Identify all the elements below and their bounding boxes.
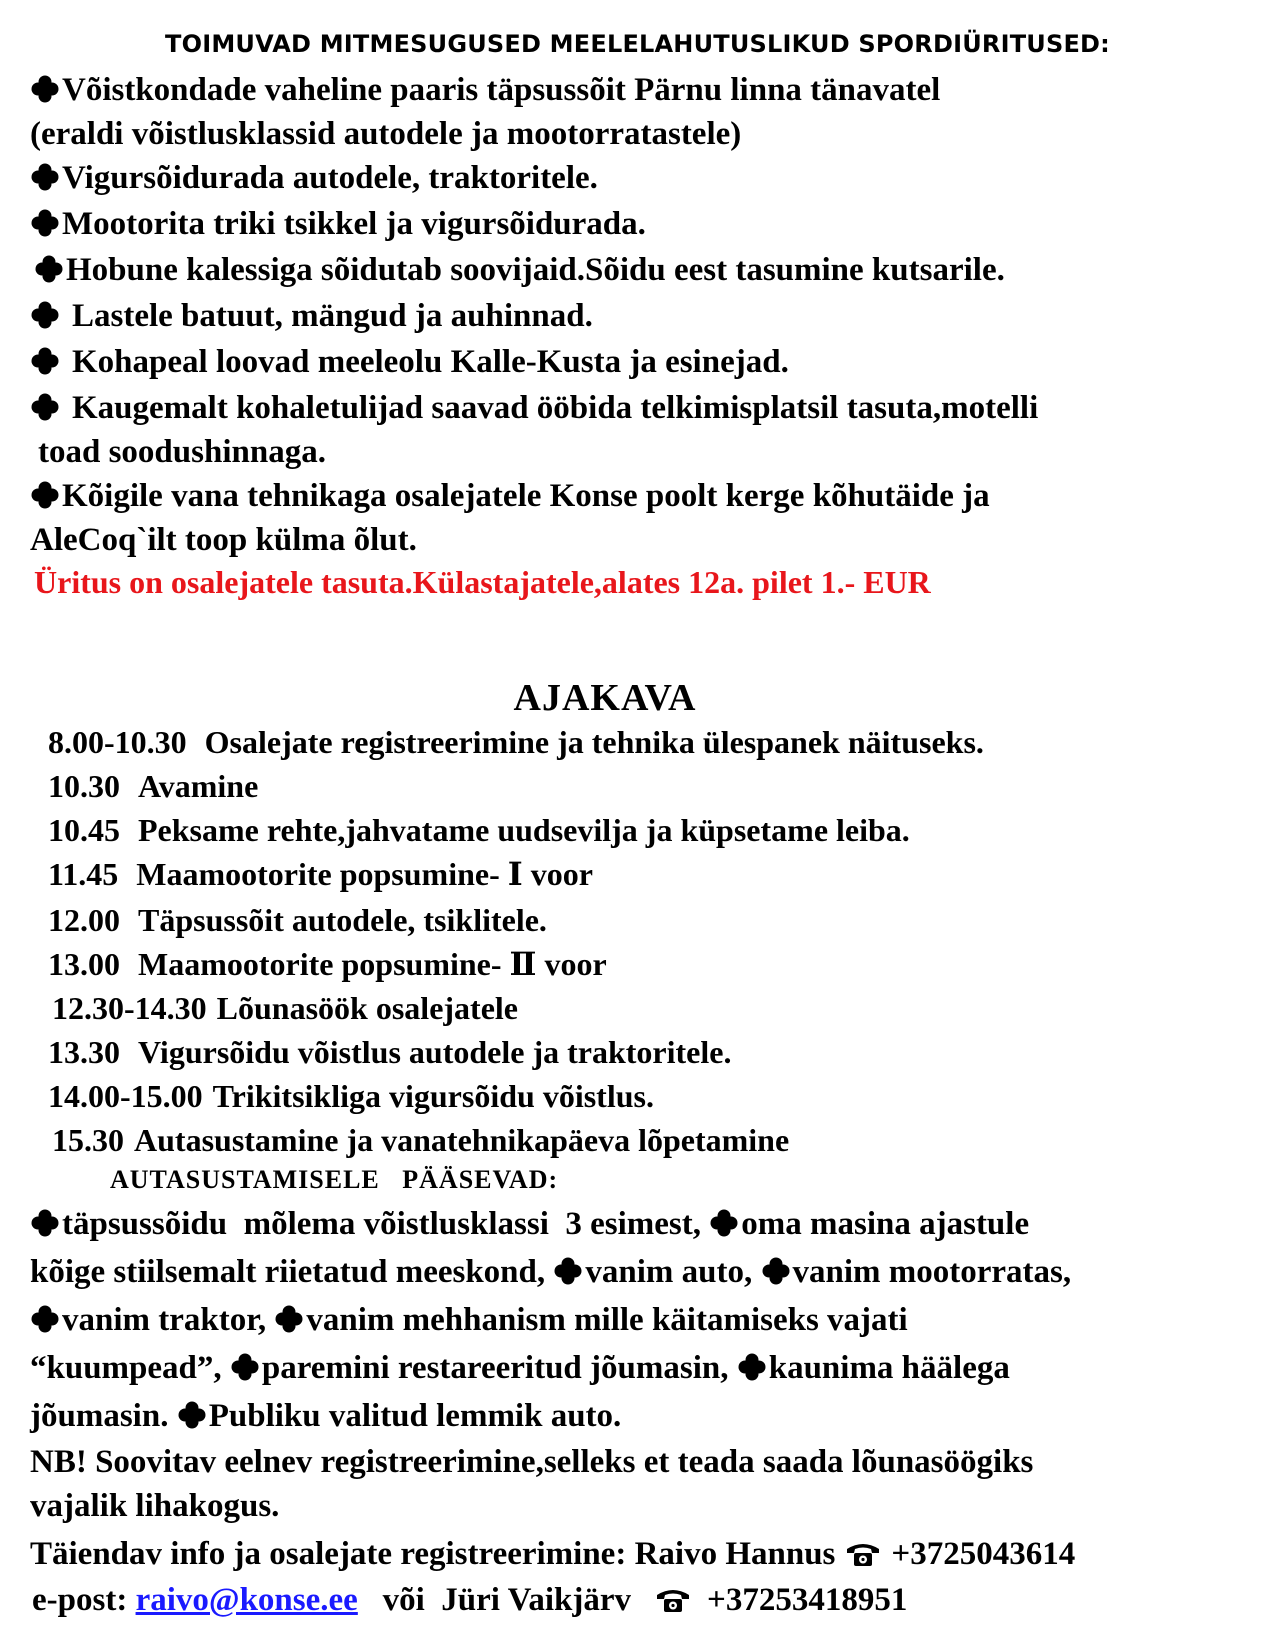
phone-number: +3725043614 xyxy=(891,1536,1076,1572)
contact-line: Täiendav info ja osalejate registreerimine: Raivo Hannus +3725043614 xyxy=(30,1536,1076,1572)
event-item: Mootorita triki tsikkel ja vigursõidurada. xyxy=(30,204,646,244)
club-suit-icon xyxy=(553,1256,583,1286)
club-suit-icon xyxy=(30,392,60,422)
event-item: Võistkondade vaheline paaris täpsussõit Pärnu linna tänavatel xyxy=(30,70,940,110)
email-link[interactable]: raivo@konse.ee xyxy=(135,1582,358,1618)
event-item: Kaugemalt kohaletulijad saavad ööbida telkimisplatsil tasuta,motelli xyxy=(30,388,1038,428)
schedule-heading: AJAKAVA xyxy=(513,677,697,719)
phone-number: +37253418951 xyxy=(707,1582,908,1618)
event-item: Vigursõidurada autodele, traktoritele. xyxy=(30,158,598,198)
schedule-row: 10.45 Peksame rehte,jahvatame uudsevilja ja küpsetame leiba. xyxy=(48,812,910,848)
telephone-icon xyxy=(845,1541,881,1567)
club-suit-icon xyxy=(274,1304,304,1334)
awards-line: jõumasin. Publiku valitud lemmik auto. xyxy=(30,1398,622,1434)
club-suit-icon xyxy=(737,1352,767,1382)
club-suit-icon xyxy=(34,254,64,284)
schedule-row: 12.00 Täpsussõit autodele, tsiklitele. xyxy=(48,902,547,938)
event-item-continued: AleCoq`ilt toop külma õlut. xyxy=(30,522,417,558)
schedule-row: 10.30 Avamine xyxy=(48,768,259,804)
event-item-continued: (eraldi võistlusklassid autodele ja mootorratastele) xyxy=(30,116,742,152)
event-item: Kõigile vana tehnikaga osalejatele Konse poolt kerge kõhutäide ja xyxy=(30,476,990,516)
event-item: Kohapeal loovad meeleolu Kalle-Kusta ja esinejad. xyxy=(30,342,789,382)
club-suit-icon xyxy=(30,208,60,238)
club-suit-icon xyxy=(30,1304,60,1334)
schedule-row: 13.00 Maamootorite popsumine- Ⅱ voor xyxy=(48,946,607,982)
club-suit-icon xyxy=(709,1208,739,1238)
event-item-continued: toad soodushinnaga. xyxy=(38,434,326,470)
email-line: e-post: raivo@konse.ee või Jüri Vaikjärv +37253418951 xyxy=(32,1582,908,1618)
telephone-icon xyxy=(655,1587,691,1613)
schedule-row: 11.45 Maamootorite popsumine- Ⅰ voor xyxy=(48,856,593,892)
awards-line: “kuumpead”, paremini restareeritud jõumasin, kaunima häälega xyxy=(30,1350,1010,1386)
schedule-row: 8.00-10.30 Osalejate registreerimine ja tehnika ülespanek näituseks. xyxy=(48,724,984,760)
notice-text: Üritus on osalejatele tasuta.Külastajatele,alates 12a. pilet 1.- EUR xyxy=(34,564,931,600)
club-suit-icon xyxy=(30,74,60,104)
page-title: TOIMUVAD MITMESUGUSED MEELELAHUTUSLIKUD SPORDIÜRITUSED: xyxy=(165,30,1110,58)
club-suit-icon xyxy=(30,1208,60,1238)
awards-heading: AUTASUSTAMISELE PÄÄSEVAD: xyxy=(110,1165,559,1194)
schedule-row: 13.30 Vigursõidu võistlus autodele ja traktoritele. xyxy=(48,1034,732,1070)
nb-note-continued: vajalik lihakogus. xyxy=(30,1488,280,1524)
awards-line: kõige stiilsemalt riietatud meeskond, vanim auto, vanim mootorratas, xyxy=(30,1254,1072,1290)
awards-line: täpsussõidu mõlema võistlusklassi 3 esimest, oma masina ajastule xyxy=(30,1204,1029,1244)
club-suit-icon xyxy=(30,162,60,192)
schedule-row: 14.00-15.00 Trikitsikliga vigursõidu võistlus. xyxy=(48,1078,654,1114)
club-suit-icon xyxy=(30,300,60,330)
club-suit-icon xyxy=(761,1256,791,1286)
event-item: Hobune kalessiga sõidutab soovijaid.Sõidu eest tasumine kutsarile. xyxy=(34,250,1005,290)
awards-line: vanim traktor, vanim mehhanism mille käitamiseks vajati xyxy=(30,1300,908,1340)
schedule-row: 15.30 Autasustamine ja vanatehnikapäeva lõpetamine xyxy=(52,1122,790,1158)
event-item: Lastele batuut, mängud ja auhinnad. xyxy=(30,296,593,336)
club-suit-icon xyxy=(230,1352,260,1382)
club-suit-icon xyxy=(177,1400,207,1430)
nb-note: NB! Soovitav eelnev registreerimine,selleks et teada saada lõunasöögiks xyxy=(30,1444,1034,1480)
schedule-row: 12.30-14.30 Lõunasöök osalejatele xyxy=(52,990,518,1026)
club-suit-icon xyxy=(30,480,60,510)
club-suit-icon xyxy=(30,346,60,376)
